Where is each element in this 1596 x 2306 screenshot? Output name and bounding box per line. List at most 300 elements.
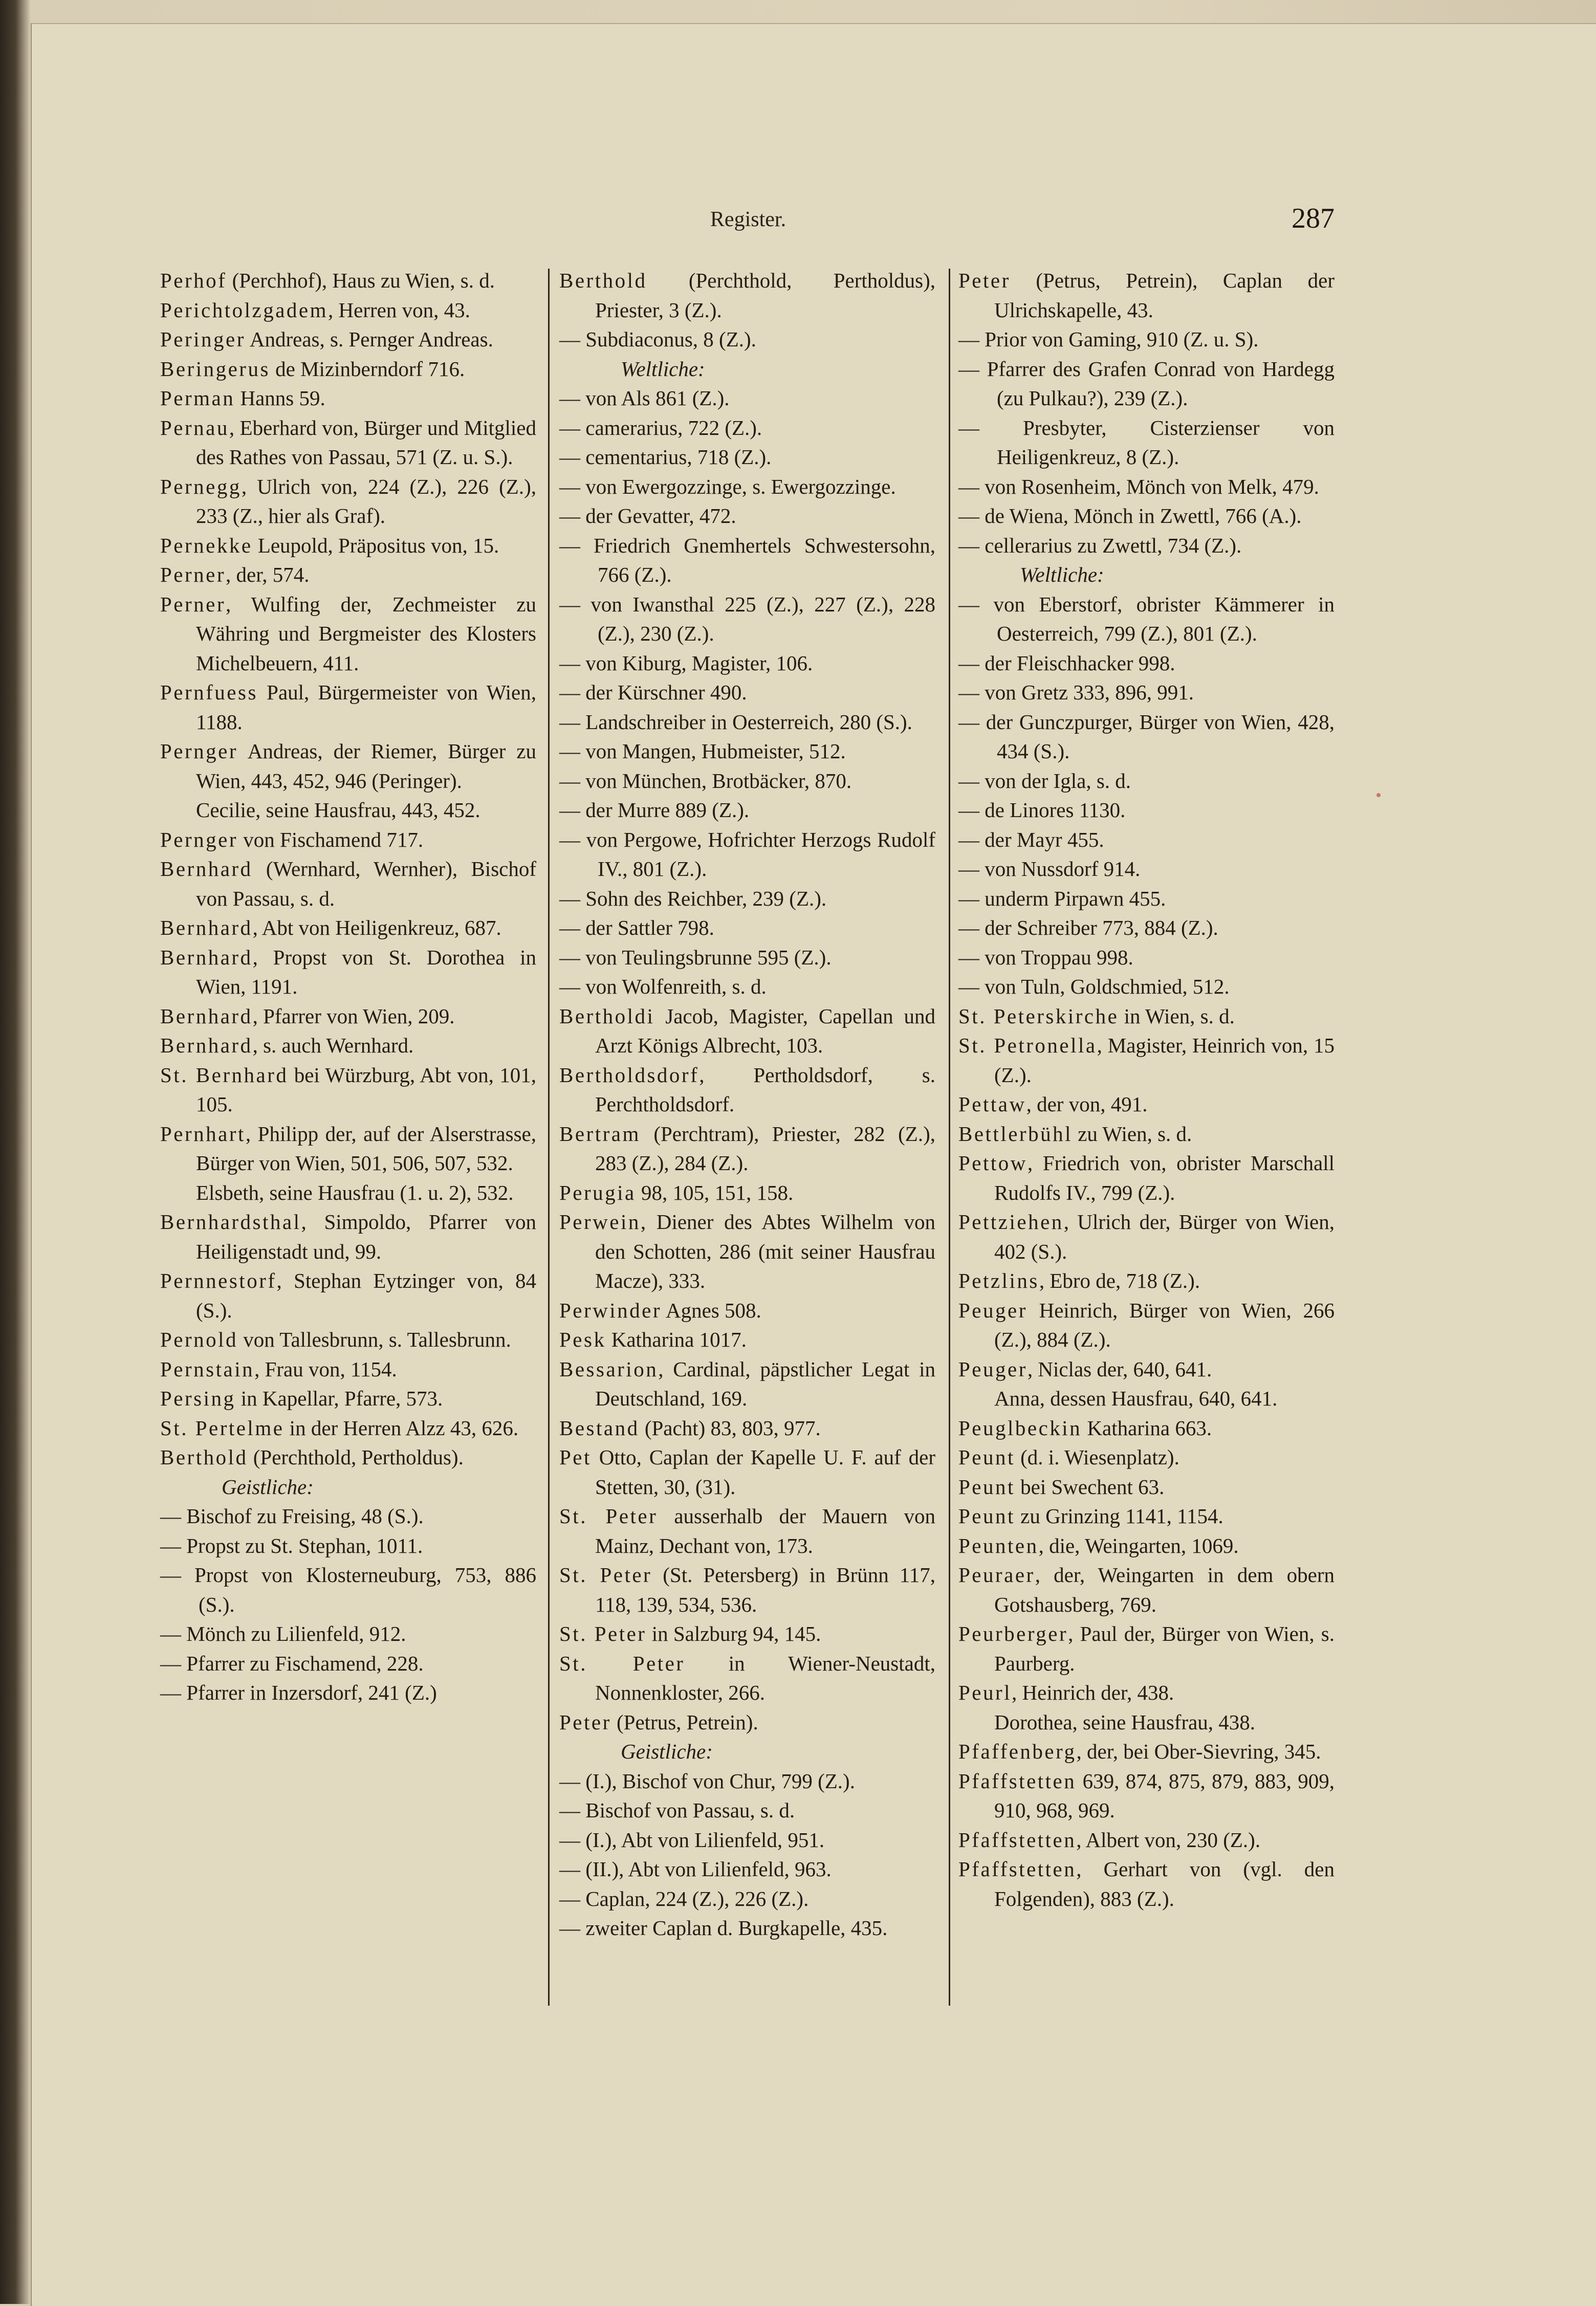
entry-text: — Caplan, 224 (Z.), 226 (Z.). bbox=[559, 1886, 809, 1910]
index-entry bbox=[160, 943, 536, 1002]
entry-headword: Perichtolzgadem bbox=[160, 298, 329, 322]
entry-text: — Bischof zu Freising, 48 (S.). bbox=[160, 1504, 424, 1528]
entry-text: , Friedrich von, obrister Marschall Rudolfs IV., 799 (Z.). bbox=[994, 1151, 1335, 1204]
index-subentry bbox=[160, 1561, 536, 1619]
index-entry bbox=[958, 1031, 1335, 1090]
entry-text: de Mizinberndorf 716. bbox=[270, 357, 465, 381]
entry-headword: Pfaffstetten bbox=[958, 1769, 1077, 1793]
entry-text: — von Gretz 333, 896, 991. bbox=[958, 680, 1194, 704]
index-entry bbox=[559, 1061, 935, 1119]
entry-text: Katharina 1017. bbox=[606, 1328, 747, 1351]
entry-headword: St. Petronella bbox=[958, 1034, 1097, 1057]
index-entry bbox=[160, 325, 536, 355]
entry-text: , Pertholdsdorf, s. Perchtholdsdorf. bbox=[595, 1063, 935, 1116]
entry-text: — camerarius, 722 (Z.). bbox=[559, 415, 762, 440]
entry-text: in Kapellar, Pfarre, 573. bbox=[235, 1387, 443, 1410]
entry-headword: Bernhard bbox=[160, 1004, 253, 1028]
index-entry bbox=[160, 1443, 536, 1473]
entry-headword: Bertholdsdorf bbox=[559, 1063, 699, 1087]
index-entry bbox=[958, 1737, 1335, 1767]
entry-headword: Pernhart bbox=[160, 1122, 246, 1146]
entry-text: — Propst von Klosterneuburg, 753, 886 (S.). bbox=[160, 1563, 536, 1616]
entry-text: Andreas, der Riemer, Bürger zu Wien, 443, 452, 946 (Peringer). bbox=[196, 739, 536, 793]
entry-headword: Petzlins bbox=[958, 1269, 1039, 1292]
entry-text: , die, Weingarten, 1069. bbox=[1038, 1533, 1239, 1557]
entry-headword: St. Peter bbox=[559, 1563, 652, 1587]
index-entry bbox=[958, 1502, 1335, 1531]
index-subentry bbox=[958, 531, 1335, 561]
index-entry bbox=[958, 1531, 1335, 1561]
entry-text: — Bischof von Passau, s. d. bbox=[559, 1798, 795, 1822]
entry-text: zu Wien, s. d. bbox=[1072, 1122, 1192, 1146]
entry-text: Agnes 508. bbox=[662, 1298, 761, 1322]
index-subentry bbox=[958, 472, 1335, 502]
entry-text: von Tallesbrunn, s. Tallesbrunn. bbox=[238, 1328, 511, 1351]
entry-text: — der Gevatter, 472. bbox=[559, 504, 736, 528]
entry-text: (St. Petersberg) in Brünn 117, 118, 139, 534, 536. bbox=[595, 1563, 936, 1616]
entry-headword: Peurberger bbox=[958, 1622, 1068, 1645]
entry-text: — von Als 861 (Z.). bbox=[559, 386, 730, 410]
entry-text: — Subdiaconus, 8 (Z.). bbox=[559, 327, 756, 351]
entry-text: — von Nussdorf 914. bbox=[958, 857, 1141, 881]
index-subentry bbox=[160, 1531, 536, 1561]
entry-headword: Perman bbox=[160, 386, 235, 410]
page-header bbox=[162, 202, 1335, 248]
index-subentry bbox=[958, 825, 1335, 855]
entry-headword: Pettow bbox=[958, 1151, 1027, 1175]
entry-text: , Herren von, 43. bbox=[328, 298, 470, 322]
index-entry bbox=[160, 1325, 536, 1355]
index-subentry bbox=[958, 501, 1335, 531]
index-entry bbox=[958, 1414, 1335, 1443]
entry-text: , Cardinal, päpstlicher Legat in Deutschland, 169. bbox=[595, 1357, 935, 1410]
index-entry bbox=[160, 1119, 536, 1178]
index-subentry bbox=[559, 590, 935, 649]
index-entry bbox=[958, 1855, 1335, 1914]
entry-headword: Pernau bbox=[160, 415, 229, 440]
ink-spot bbox=[1376, 793, 1381, 797]
column-divider bbox=[548, 269, 550, 2006]
entry-text: , der, 574. bbox=[226, 563, 310, 586]
entry-text: — von Kiburg, Magister, 106. bbox=[559, 651, 813, 675]
index-entry bbox=[559, 1414, 935, 1443]
entry-text: (Pacht) 83, 803, 977. bbox=[639, 1416, 821, 1440]
index-entry bbox=[958, 1266, 1335, 1296]
entry-headword: Bessarion bbox=[559, 1357, 659, 1381]
entry-text: — Prior von Gaming, 910 (Z. u. S). bbox=[958, 327, 1259, 351]
entry-headword: Peter bbox=[958, 269, 1011, 292]
entry-headword: Pfaffstetten bbox=[958, 1828, 1077, 1852]
index-subentry bbox=[559, 531, 935, 590]
entry-headword: Pettaw bbox=[958, 1092, 1026, 1116]
entry-text: — de Linores 1130. bbox=[958, 798, 1126, 822]
index-entry bbox=[160, 296, 536, 325]
entry-text: (Petrus, Petrein). bbox=[611, 1710, 758, 1734]
index-subentry bbox=[559, 884, 935, 914]
entry-text: , Niclas der, 640, 641. bbox=[1027, 1357, 1212, 1381]
entry-headword: Berthold bbox=[160, 1445, 248, 1469]
entry-text: (Perchthold, Pertholdus), Priester, 3 (Z.). bbox=[595, 269, 935, 322]
entry-text: bei Swechent 63. bbox=[1015, 1475, 1165, 1499]
index-continuation bbox=[160, 1178, 536, 1208]
entry-headword: Perwein bbox=[559, 1210, 641, 1234]
entry-headword: Pernstain bbox=[160, 1357, 255, 1381]
index-subentry bbox=[559, 1796, 935, 1826]
entry-text: (Petrus, Petrein), Caplan der Ulrichskapelle, 43. bbox=[994, 269, 1335, 322]
entry-headword: Beringerus bbox=[160, 357, 270, 381]
entry-headword: St. Peter bbox=[559, 1622, 647, 1645]
index-subentry bbox=[958, 413, 1335, 472]
index-subentry bbox=[958, 355, 1335, 413]
entry-headword: Peunten bbox=[958, 1533, 1039, 1557]
entry-headword: Pernegg bbox=[160, 474, 242, 498]
entry-text: Hanns 59. bbox=[235, 386, 325, 410]
entry-text: , der, bei Ober-Sievring, 345. bbox=[1076, 1740, 1321, 1763]
entry-text: — von Troppau 998. bbox=[958, 945, 1133, 969]
index-entry bbox=[160, 355, 536, 384]
entry-text: , Pfarrer von Wien, 209. bbox=[252, 1004, 455, 1028]
entry-headword: Pernnestorf bbox=[160, 1269, 277, 1292]
entry-text: , Stephan Eytzinger von, 84 (S.). bbox=[196, 1269, 536, 1322]
entry-headword: Pet bbox=[559, 1445, 592, 1469]
index-entry bbox=[559, 266, 935, 325]
entry-headword: Bertholdi bbox=[559, 1004, 655, 1028]
entry-text: — von Iwansthal 225 (Z.), 227 (Z.), 228 (Z.), 230 (Z.). bbox=[559, 592, 935, 645]
entry-text: (d. i. Wiesenplatz). bbox=[1015, 1445, 1179, 1469]
entry-text: — von Pergowe, Hofrichter Herzogs Rudolf IV., 801 (Z.). bbox=[559, 827, 935, 881]
entry-text: — Pfarrer zu Fischamend, 228. bbox=[160, 1651, 424, 1675]
entry-headword: Bestand bbox=[559, 1416, 640, 1440]
entry-text: in Wiener-Neustadt, Nonnenkloster, 266. bbox=[595, 1651, 935, 1704]
index-subentry bbox=[559, 1914, 935, 1943]
index-subentry bbox=[559, 766, 935, 796]
index-subentry bbox=[559, 972, 935, 1002]
entry-text: , Propst von St. Dorothea in Wien, 1191. bbox=[196, 945, 536, 998]
index-subentry bbox=[559, 943, 935, 973]
entry-headword: St. Bernhard bbox=[160, 1063, 289, 1087]
entry-headword: Pernekke bbox=[160, 533, 253, 557]
entry-text: — Sohn des Reichber, 239 (Z.). bbox=[559, 886, 827, 910]
entry-headword: Peunt bbox=[958, 1504, 1015, 1528]
entry-text: , Heinrich der, 438. bbox=[1012, 1681, 1174, 1704]
index-entry bbox=[559, 1178, 935, 1208]
entry-text: Jacob, Magister, Capellan und Arzt Königs Albrecht, 103. bbox=[595, 1004, 935, 1057]
entry-text: ausserhalb der Mauern von Mainz, Dechant von, 173. bbox=[595, 1504, 936, 1557]
entry-text: Katharina 663. bbox=[1082, 1416, 1212, 1440]
entry-headword: Pernold bbox=[160, 1328, 238, 1351]
entry-text: — von der Igla, s. d. bbox=[958, 768, 1131, 793]
entry-headword: Perner bbox=[160, 563, 226, 586]
index-entry bbox=[958, 1119, 1335, 1149]
entry-text: — cellerarius zu Zwettl, 734 (Z.). bbox=[958, 533, 1242, 557]
entry-text: in Wien, s. d. bbox=[1119, 1004, 1235, 1028]
index-entry bbox=[160, 1384, 536, 1414]
entry-text: , Ebro de, 718 (Z.). bbox=[1039, 1269, 1200, 1292]
index-entry bbox=[160, 678, 536, 737]
entry-text: Paul, Bürgermeister von Wien, 1188. bbox=[196, 680, 536, 734]
entry-text: , Magister, Heinrich von, 15 (Z.). bbox=[994, 1034, 1335, 1087]
entry-headword: Peter bbox=[559, 1710, 611, 1734]
index-subentry bbox=[160, 1649, 536, 1679]
index-entry bbox=[559, 1207, 935, 1296]
index-entry bbox=[559, 1502, 935, 1561]
index-continuation bbox=[958, 1708, 1335, 1738]
index-entry bbox=[160, 384, 536, 413]
entry-text: , Wulfing der, Zechmeister zu Währing und Bergmeister des Klosters Michelbeuern, 411. bbox=[196, 592, 536, 675]
entry-headword: Pettziehen bbox=[958, 1210, 1064, 1234]
entry-text: — cementarius, 718 (Z.). bbox=[559, 445, 772, 469]
index-subentry bbox=[559, 649, 935, 678]
entry-headword: Pfaffenberg bbox=[958, 1740, 1077, 1763]
entry-text: (Perchhof), Haus zu Wien, s. d. bbox=[227, 269, 495, 292]
entry-headword: Pesk bbox=[559, 1328, 606, 1351]
entry-text: — der Sattler 798. bbox=[559, 916, 714, 939]
index-subentry bbox=[559, 384, 935, 413]
index-subentry bbox=[958, 590, 1335, 649]
entry-text: in der Herren Alzz 43, 626. bbox=[284, 1416, 519, 1440]
entry-text: — Friedrich Gnemhertels Schwestersohn, 766 (Z.). bbox=[559, 533, 935, 586]
running-title: Register. bbox=[710, 208, 786, 231]
entry-text: — von Rosenheim, Mönch von Melk, 479. bbox=[958, 474, 1319, 498]
entry-text: — von München, Brotbäcker, 870. bbox=[559, 768, 852, 793]
index-entry bbox=[958, 1767, 1335, 1826]
entry-text: , Ulrich von, 224 (Z.), 226 (Z.), 233 (Z., hier als Graf). bbox=[196, 474, 536, 528]
index-entry bbox=[958, 1207, 1335, 1266]
index-entry bbox=[160, 266, 536, 296]
entry-headword: Pernfuess bbox=[160, 680, 258, 704]
entry-text: , Ulrich der, Bürger von Wien, 402 (S.). bbox=[994, 1210, 1335, 1263]
entry-text: Dorothea, seine Hausfrau, 438. bbox=[994, 1710, 1256, 1734]
index-subentry bbox=[559, 708, 935, 737]
entry-text: , Eberhard von, Bürger und Mitglied des Rathes von Passau, 571 (Z. u. S.). bbox=[196, 415, 536, 469]
section-heading: Geistliche: bbox=[222, 1475, 314, 1499]
entry-text: Andreas, s. Pernger Andreas. bbox=[245, 327, 493, 351]
index-continuation bbox=[958, 1384, 1335, 1414]
column-divider bbox=[949, 269, 950, 2006]
index-subentry bbox=[958, 649, 1335, 678]
entry-headword: Perner bbox=[160, 592, 226, 616]
entry-text: (Wernhard, Wernher), Bischof von Passau, s. d. bbox=[196, 857, 536, 910]
index-entry bbox=[559, 1708, 935, 1738]
entry-headword: Persing bbox=[160, 1387, 236, 1410]
index-entry bbox=[559, 1619, 935, 1649]
index-subentry bbox=[559, 501, 935, 531]
index-subentry bbox=[559, 825, 935, 884]
index-entry bbox=[958, 1678, 1335, 1708]
entry-text: , Frau von, 1154. bbox=[254, 1357, 397, 1381]
entry-headword: St. Peter bbox=[559, 1504, 658, 1528]
index-subentry bbox=[958, 884, 1335, 914]
entry-headword: Berthold bbox=[559, 269, 647, 292]
entry-text: (Perchtram), Priester, 282 (Z.), 283 (Z.), 284 (Z.). bbox=[595, 1122, 935, 1175]
index-entry bbox=[160, 472, 536, 531]
entry-text: Elsbeth, seine Hausfrau (1. u. 2), 532. bbox=[196, 1180, 514, 1204]
index-entry bbox=[160, 590, 536, 678]
entry-headword: Peuger bbox=[958, 1298, 1027, 1322]
index-subentry bbox=[559, 796, 935, 825]
index-entry bbox=[958, 1561, 1335, 1619]
entry-headword: St. Peterskirche bbox=[958, 1004, 1119, 1028]
index-subentry bbox=[160, 1678, 536, 1708]
index-subentry bbox=[958, 943, 1335, 973]
entry-headword: Peuger bbox=[958, 1357, 1027, 1381]
index-subentry bbox=[958, 972, 1335, 1002]
index-subentry bbox=[559, 913, 935, 943]
section-heading: Geistliche: bbox=[621, 1740, 713, 1763]
index-subentry bbox=[559, 1884, 935, 1914]
entry-text: — der Gunczpurger, Bürger von Wien, 428, 434 (S.). bbox=[958, 710, 1335, 763]
index-entry bbox=[160, 825, 536, 855]
entry-headword: Pernger bbox=[160, 827, 238, 851]
index-entry bbox=[160, 413, 536, 472]
entry-text: — von Eberstorf, obrister Kämmerer in Oesterreich, 799 (Z.), 801 (Z.). bbox=[958, 592, 1335, 645]
entry-text: — Mönch zu Lilienfeld, 912. bbox=[160, 1622, 406, 1645]
index-entry bbox=[559, 1443, 935, 1502]
entry-text: — Landschreiber in Oesterreich, 280 (S.). bbox=[559, 710, 912, 734]
entry-text: , Paul der, Bürger von Wien, s. Paurberg. bbox=[994, 1622, 1335, 1675]
index-subentry bbox=[559, 1826, 935, 1855]
index-subentry bbox=[958, 678, 1335, 708]
index-entry bbox=[958, 266, 1335, 325]
index-entry bbox=[958, 1619, 1335, 1678]
index-entry bbox=[958, 1149, 1335, 1207]
index-subentry bbox=[958, 854, 1335, 884]
entry-headword: Perwinder bbox=[559, 1298, 662, 1322]
entry-text: — von Wolfenreith, s. d. bbox=[559, 975, 767, 998]
index-entry bbox=[958, 1355, 1335, 1385]
index-subentry bbox=[160, 1619, 536, 1649]
entry-text: (Perchthold, Pertholdus). bbox=[248, 1445, 464, 1469]
index-entry bbox=[958, 1090, 1335, 1119]
entry-headword: Peunt bbox=[958, 1445, 1015, 1469]
entry-text: — (II.), Abt von Lilienfeld, 963. bbox=[559, 1857, 832, 1881]
entry-headword: Bertram bbox=[559, 1122, 641, 1146]
index-column-1 bbox=[160, 266, 536, 1708]
index-subentry bbox=[559, 1855, 935, 1884]
index-subentry bbox=[958, 766, 1335, 796]
entry-headword: Bernhard bbox=[160, 1034, 253, 1057]
index-entry bbox=[559, 1561, 935, 1619]
index-entry bbox=[160, 913, 536, 943]
entry-headword: Peuglbeckin bbox=[958, 1416, 1082, 1440]
entry-text: — der Murre 889 (Z.). bbox=[559, 798, 750, 822]
entry-text: Cecilie, seine Hausfrau, 443, 452. bbox=[196, 798, 480, 822]
entry-text: von Fischamend 717. bbox=[238, 827, 424, 851]
index-entry bbox=[958, 1473, 1335, 1502]
index-subentry bbox=[559, 472, 935, 502]
index-entry bbox=[958, 1296, 1335, 1355]
entry-text: — der Fleischhacker 998. bbox=[958, 651, 1175, 675]
section-heading: Weltliche: bbox=[1020, 563, 1104, 586]
entry-text: — von Ewergozzinge, s. Ewergozzinge. bbox=[559, 474, 896, 498]
entry-headword: St. Peter bbox=[559, 1651, 685, 1675]
index-subentry bbox=[958, 796, 1335, 825]
entry-headword: St. Pertelme bbox=[160, 1416, 285, 1440]
entry-text: — underm Pirpawn 455. bbox=[958, 886, 1166, 910]
entry-text: Leupold, Präpositus von, 15. bbox=[252, 533, 499, 557]
entry-headword: Bernhard bbox=[160, 857, 253, 881]
index-subentry bbox=[958, 708, 1335, 766]
index-entry bbox=[559, 1325, 935, 1355]
entry-text: , Albert von, 230 (Z.). bbox=[1076, 1828, 1261, 1852]
entry-text: — der Mayr 455. bbox=[958, 827, 1104, 851]
entry-text: Otto, Caplan der Kapelle U. F. auf der Stetten, 30, (31). bbox=[591, 1445, 935, 1499]
index-continuation bbox=[160, 796, 536, 825]
entry-text: — zweiter Caplan d. Burgkapelle, 435. bbox=[559, 1916, 888, 1940]
entry-text: — Propst zu St. Stephan, 1011. bbox=[160, 1533, 423, 1557]
index-subentry bbox=[559, 1767, 935, 1796]
entry-headword: Bernhardsthal bbox=[160, 1210, 301, 1234]
entry-headword: Bettlerbühl bbox=[958, 1122, 1073, 1146]
index-entry bbox=[160, 1355, 536, 1385]
index-subentry bbox=[160, 1502, 536, 1531]
entry-text: — der Schreiber 773, 884 (Z.). bbox=[958, 916, 1218, 939]
index-entry bbox=[160, 560, 536, 590]
entry-text: in Salzburg 94, 145. bbox=[646, 1622, 821, 1645]
entry-text: Heinrich, Bürger von Wien, 266 (Z.), 884 (Z.). bbox=[994, 1298, 1335, 1351]
index-entry bbox=[160, 737, 536, 796]
entry-text: — de Wiena, Mönch in Zwettl, 766 (A.). bbox=[958, 504, 1302, 528]
index-entry bbox=[160, 1002, 536, 1031]
index-column-3 bbox=[958, 266, 1335, 1914]
index-entry bbox=[160, 1207, 536, 1266]
index-entry bbox=[559, 1119, 935, 1178]
entry-text: 98, 105, 151, 158. bbox=[636, 1180, 794, 1204]
entry-text: , Gerhart von (vgl. den Folgenden), 883 (Z.). bbox=[994, 1857, 1335, 1910]
index-entry bbox=[958, 1826, 1335, 1855]
entry-text: , Philipp der, auf der Alserstrasse, Bürger von Wien, 501, 506, 507, 532. bbox=[196, 1122, 536, 1175]
index-subentry bbox=[958, 913, 1335, 943]
entry-text: — Pfarrer in Inzersdorf, 241 (Z.) bbox=[160, 1681, 437, 1704]
entry-headword: Perugia bbox=[559, 1180, 636, 1204]
entry-text: , Simpoldo, Pfarrer von Heiligenstadt und, 99. bbox=[196, 1210, 536, 1263]
index-entry bbox=[160, 1266, 536, 1325]
index-entry bbox=[559, 1649, 935, 1708]
index-entry bbox=[160, 1061, 536, 1119]
index-entry bbox=[958, 1002, 1335, 1031]
index-entry bbox=[559, 1002, 935, 1061]
index-subentry bbox=[559, 325, 935, 355]
entry-text: — von Teulingsbrunne 595 (Z.). bbox=[559, 945, 832, 969]
entry-text: Anna, dessen Hausfrau, 640, 641. bbox=[994, 1387, 1278, 1410]
section-heading: Weltliche: bbox=[621, 357, 705, 381]
index-entry bbox=[160, 854, 536, 913]
index-column-2 bbox=[559, 266, 935, 1943]
index-entry bbox=[160, 531, 536, 561]
index-subentry bbox=[559, 737, 935, 766]
entry-headword: Perhof bbox=[160, 269, 227, 292]
entry-text: zu Grinzing 1141, 1154. bbox=[1015, 1504, 1223, 1528]
entry-headword: Peunt bbox=[958, 1475, 1015, 1499]
entry-headword: Peurl bbox=[958, 1681, 1012, 1704]
entry-text: — von Mangen, Hubmeister, 512. bbox=[559, 739, 846, 763]
entry-text: — von Tuln, Goldschmied, 512. bbox=[958, 975, 1230, 998]
entry-text: , s. auch Wernhard. bbox=[252, 1034, 414, 1057]
entry-text: — Presbyter, Cisterzienser von Heiligenkreuz, 8 (Z.). bbox=[958, 415, 1335, 469]
entry-text: , der, Weingarten in dem obern Gotshausberg, 769. bbox=[994, 1563, 1335, 1616]
index-subentry bbox=[559, 678, 935, 708]
entry-headword: Bernhard bbox=[160, 916, 253, 939]
entry-text: 639, 874, 875, 879, 883, 909, 910, 968, 969. bbox=[994, 1769, 1335, 1822]
entry-headword: Bernhard bbox=[160, 945, 253, 969]
index-subentry bbox=[958, 325, 1335, 355]
index-entry bbox=[160, 1414, 536, 1443]
index-entry bbox=[958, 1443, 1335, 1473]
index-entry bbox=[559, 1296, 935, 1326]
index-entry bbox=[160, 1031, 536, 1061]
entry-text: — der Kürschner 490. bbox=[559, 680, 747, 704]
entry-text: bei Würzburg, Abt von, 101, 105. bbox=[196, 1063, 536, 1116]
